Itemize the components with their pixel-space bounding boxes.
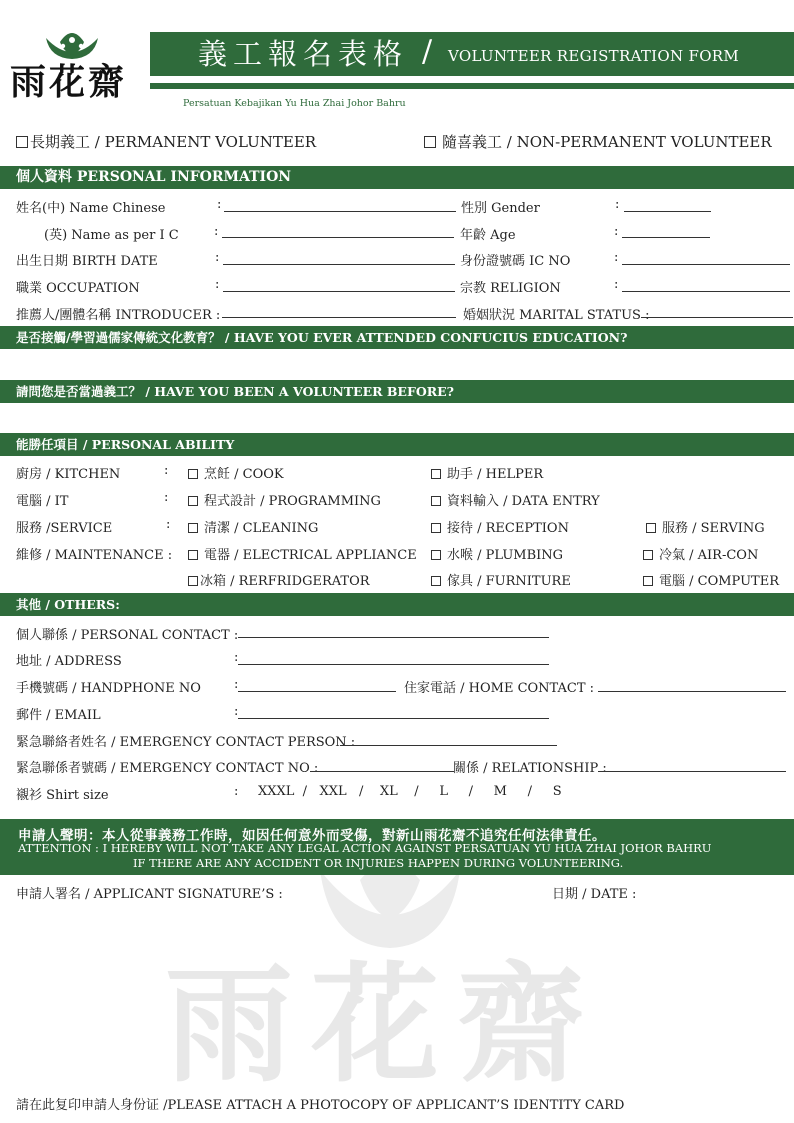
occupation-field[interactable] [223, 291, 455, 292]
confucius-education-answer[interactable] [16, 352, 776, 376]
shirt-size-label: 襯衫 Shirt size [16, 788, 109, 803]
personal-contact-label: 個人聯係 / PERSONAL CONTACT : [16, 628, 239, 643]
handphone-label: 手機號碼 / HANDPHONE NO [16, 681, 201, 696]
lotus-logo-icon [42, 28, 102, 60]
emergency-person-field[interactable] [340, 745, 557, 746]
computer-option[interactable]: 電腦 / COMPUTER [643, 570, 779, 589]
service-label: 服務 /SERVICE [16, 521, 113, 536]
watermark-logo-text: 雨花齋 [165, 950, 604, 1100]
shirt-size-options[interactable]: XXXL / XXL / XL / L / M / S [258, 784, 562, 799]
applicant-signature-area[interactable] [300, 880, 530, 902]
personal-info-header: 個人資料 PERSONAL INFORMATION [0, 166, 794, 189]
checkbox-icon[interactable] [188, 469, 198, 479]
home-contact-field[interactable] [598, 691, 786, 692]
checkbox-icon[interactable] [431, 469, 441, 479]
personal-contact-field[interactable] [238, 637, 549, 638]
aircon-option[interactable]: 冷氣 / AIR-CON [643, 544, 758, 563]
attention-en-line2: IF THERE ARE ANY ACCIDENT OR INJURIES HAPPEN DURING VOLUNTEERING. [133, 856, 624, 870]
title-underline [150, 83, 794, 89]
checkbox-icon[interactable] [643, 576, 653, 586]
ic-photocopy-area[interactable] [16, 915, 776, 1085]
handphone-field[interactable] [238, 691, 396, 692]
logo-text: 雨花齋 [10, 61, 128, 103]
emergency-person-label: 緊急聯絡者姓名 / EMERGENCY CONTACT PERSON : [16, 735, 356, 750]
brand-logo [10, 28, 140, 108]
birth-date-field[interactable] [223, 264, 455, 265]
email-label: 郵件 / EMAIL [16, 708, 101, 723]
religion-field[interactable] [622, 291, 790, 292]
gender-field[interactable] [624, 211, 711, 212]
checkbox-icon[interactable] [16, 136, 28, 148]
address-field[interactable] [238, 664, 549, 665]
serving-option[interactable]: 服務 / SERVING [646, 517, 765, 536]
checkbox-icon[interactable] [188, 523, 198, 533]
kitchen-label: 廚房 / KITCHEN [16, 467, 121, 482]
religion-label: 宗教 RELIGION [460, 281, 561, 296]
introducer-label: 推薦人/團體名稱 INTRODUCER : [16, 308, 221, 323]
home-contact-label: 住家電話 / HOME CONTACT : [404, 681, 595, 696]
checkbox-icon[interactable] [431, 576, 441, 586]
refrigerator-option[interactable]: 冰箱 / RERFRIDGERATOR [188, 570, 370, 589]
relationship-label: 關係 / RELATIONSHIP : [453, 761, 607, 776]
checkbox-icon[interactable] [431, 523, 441, 533]
birth-date-label: 出生日期 BIRTH DATE [16, 254, 158, 269]
it-label: 電腦 / IT [16, 494, 69, 509]
checkbox-icon[interactable] [643, 550, 653, 560]
title-en: VOLUNTEER REGISTRATION FORM [448, 47, 740, 65]
marital-status-label: 婚姻狀況 MARITAL STATUS : [463, 308, 650, 323]
occupation-label: 職業 OCCUPATION [16, 281, 140, 296]
checkbox-icon[interactable] [431, 550, 441, 560]
checkbox-icon[interactable] [188, 576, 198, 586]
relationship-field[interactable] [598, 771, 786, 772]
checkbox-icon[interactable] [188, 496, 198, 506]
attention-zh: 申請人聲明：本人從事義務工作時，如因任何意外而受傷，對新山雨花齋不追究任何法律責任。 [18, 828, 606, 844]
checkbox-icon[interactable] [424, 136, 436, 148]
name-chinese-field[interactable] [224, 211, 456, 212]
cook-option[interactable]: 烹飪 / COOK [188, 463, 284, 482]
data-entry-option[interactable]: 資料輸入 / DATA ENTRY [431, 490, 600, 509]
name-ic-label: (英) Name as per I C [44, 228, 179, 243]
title-bar [150, 32, 794, 76]
email-field[interactable] [238, 718, 549, 719]
age-label: 年齡 Age [460, 228, 516, 243]
volunteer-before-answer[interactable] [16, 406, 776, 430]
confucius-education-question: 是否接觸/學習過儒家傳統文化教育？ / HAVE YOU EVER ATTENDED CONFUCIUS EDUCATION? [0, 326, 794, 349]
age-field[interactable] [622, 237, 710, 238]
date-area[interactable] [650, 880, 780, 902]
date-label: 日期 / DATE : [552, 887, 637, 902]
name-ic-field[interactable] [222, 237, 454, 238]
name-chinese-label: 姓名(中) Name Chinese [16, 201, 166, 216]
applicant-signature-label: 申請人署名 / APPLICANT SIGNATURE’S : [16, 887, 283, 902]
checkbox-icon[interactable] [646, 523, 656, 533]
personal-ability-header: 能勝任項目 / PERSONAL ABILITY [0, 433, 794, 456]
electrical-option[interactable]: 電器 / ELECTRICAL APPLIANCE [188, 544, 417, 563]
permanent-volunteer-option[interactable]: 長期義工 / PERMANENT VOLUNTEER [16, 131, 316, 152]
furniture-option[interactable]: 傢具 / FURNITURE [431, 570, 571, 589]
address-label: 地址 / ADDRESS [16, 654, 122, 669]
non-permanent-volunteer-option[interactable]: 隨喜義工 / NON-PERMANENT VOLUNTEER [424, 131, 772, 152]
plumbing-option[interactable]: 水喉 / PLUMBING [431, 544, 563, 563]
title-separator: / [422, 34, 433, 69]
volunteer-before-question: 請問您是否當過義工？ / HAVE YOU BEEN A VOLUNTEER BEFORE? [0, 380, 794, 403]
attention-en-line1: ATTENTION : I HEREBY WILL NOT TAKE ANY LEGAL ACTION AGAINST PERSATUAN YU HUA ZHAI JOHOR BAHRU [18, 841, 712, 855]
helper-option[interactable]: 助手 / HELPER [431, 463, 543, 482]
attach-ic-note: 請在此复印申請人身份证 /PLEASE ATTACH A PHOTOCOPY OF APPLICANT’S IDENTITY CARD [16, 1098, 625, 1113]
attention-block [0, 819, 794, 875]
emergency-no-label: 緊急聯係者號碼 / EMERGENCY CONTACT NO : [16, 761, 319, 776]
checkbox-icon[interactable] [188, 550, 198, 560]
marital-status-field[interactable] [641, 317, 793, 318]
reception-option[interactable]: 接待 / RECEPTION [431, 517, 569, 536]
cleaning-option[interactable]: 清潔 / CLEANING [188, 517, 318, 536]
programming-option[interactable]: 程式設計 / PROGRAMMING [188, 490, 381, 509]
gender-label: 性別 Gender [461, 201, 540, 216]
introducer-field[interactable] [222, 317, 456, 318]
ic-no-label: 身份證號碼 IC NO [460, 254, 571, 269]
emergency-no-field[interactable] [310, 771, 454, 772]
ic-no-field[interactable] [622, 264, 790, 265]
checkbox-icon[interactable] [431, 496, 441, 506]
title-zh: 義工報名表格 [198, 37, 409, 71]
maintenance-label: 維修 / MAINTENANCE : [16, 548, 173, 563]
others-header: 其他 / OTHERS: [0, 593, 794, 616]
org-subtitle: Persatuan Kebajikan Yu Hua Zhai Johor Bahru [183, 98, 406, 109]
